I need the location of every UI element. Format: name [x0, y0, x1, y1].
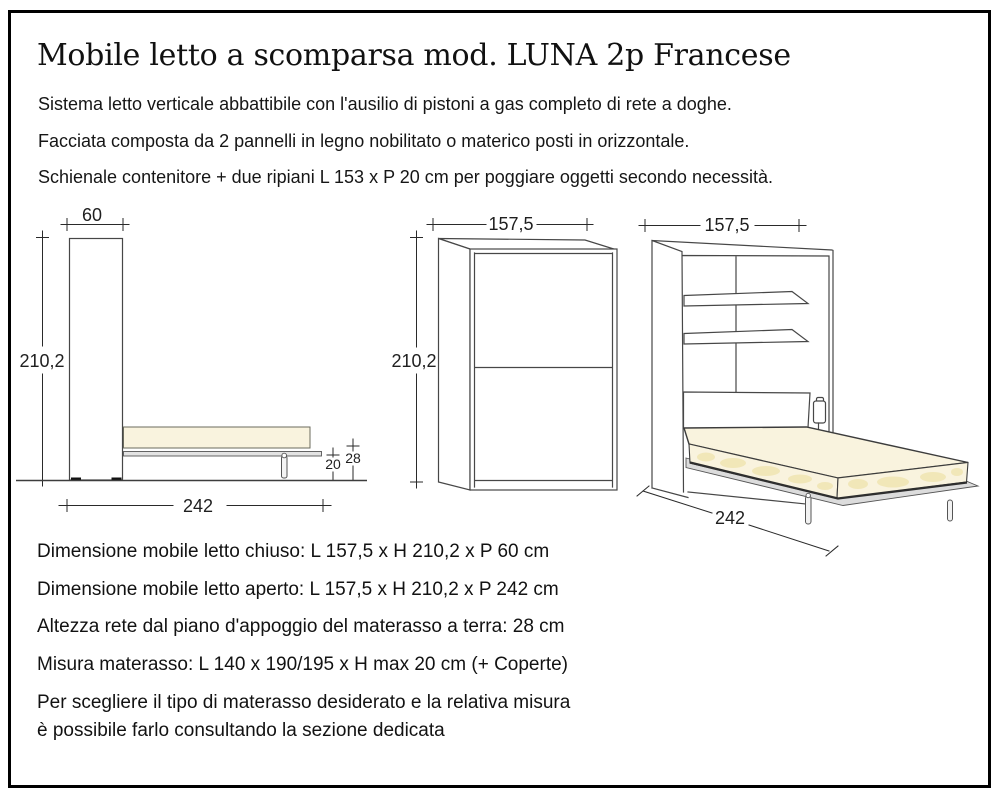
dim-label-depth-open: 242 [714, 508, 746, 528]
shelf-upper [684, 292, 808, 307]
dim-label-rete-height: 20 [325, 456, 341, 472]
bed-leg [282, 456, 288, 478]
spec-line-mattress: Misura materasso: L 140 x 190/195 x H max 20 cm (+ Coperte) [37, 654, 568, 675]
description-line-1: Sistema letto verticale abbattibile con l'ausilio di pistoni a gas completo di rete a doghe. [38, 94, 732, 114]
footer-line-1: Per scegliere il tipo di materasso desiderato e la relativa misura [37, 692, 571, 713]
platform-underside-edge [688, 492, 806, 504]
dim-label-width-front: 157,5 [488, 214, 534, 234]
bed-leg-front [806, 496, 812, 524]
spec-line-open: Dimensione mobile letto aperto: L 157,5 x H 210,2 x P 242 cm [37, 579, 559, 600]
dim-label-mattress-floor: 28 [345, 450, 361, 466]
bed-frame-rail [124, 452, 322, 457]
dim-label-depth-closed: 60 [81, 205, 103, 225]
leg-hinge-front [806, 493, 810, 497]
dim-label-height-front: 210,2 [391, 351, 437, 371]
diagram-open-view [637, 215, 978, 556]
spec-line-rete: Altezza rete dal piano d'appoggio del materasso a terra: 28 cm [37, 616, 565, 637]
description-line-3: Schienale contenitore + due ripiani L 153 x P 20 cm per poggiare oggetti secondo necessità. [38, 167, 773, 187]
dim-label-height-side: 210,2 [19, 351, 65, 371]
cabinet-side-panel [70, 239, 123, 481]
spec-line-closed: Dimensione mobile letto chiuso: L 157,5 x H 210,2 x P 60 cm [37, 541, 550, 562]
diagram-side-view [16, 205, 367, 516]
dim-label-width-open: 157,5 [704, 215, 750, 235]
dim-label-length-open: 242 [182, 496, 214, 516]
bed-leg-foot [948, 500, 953, 521]
gas-piston-body [814, 401, 826, 423]
mattress-side [124, 427, 311, 448]
cabinet-left-face [439, 239, 471, 491]
footer-line-2: è possibile farlo consultando la sezione dedicata [37, 720, 445, 741]
headboard-panel [684, 392, 811, 429]
description-line-2: Facciata composta da 2 pannelli in legno nobilitato o materico posti in orizzontale. [38, 131, 690, 151]
cabinet-front-face [470, 249, 617, 490]
shelf-lower [684, 330, 808, 345]
leg-hinge [282, 453, 287, 458]
diagram-front-view [391, 214, 617, 490]
page-title: Mobile letto a scomparsa mod. LUNA 2p Francese [37, 38, 791, 73]
